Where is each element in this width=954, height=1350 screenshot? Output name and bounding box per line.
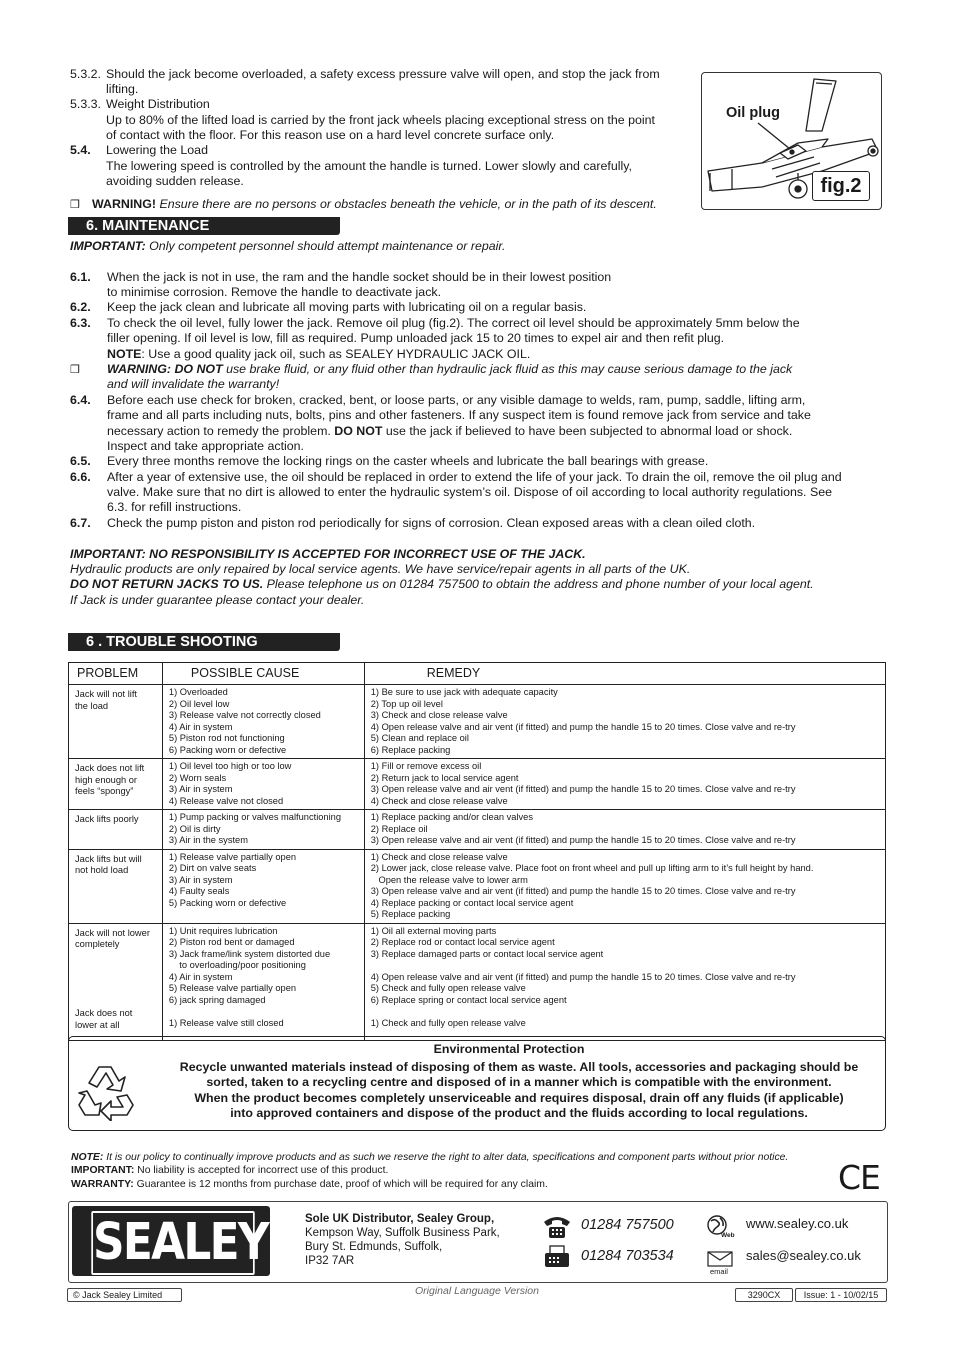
problem-cell [69, 685, 163, 759]
cell-line: 3) Replace damaged parts or contact local service agent [370, 948, 604, 959]
phone-number[interactable]: 01284 757500 [581, 1217, 674, 1233]
cell-line: 2) Replace oil [370, 823, 428, 834]
paragraph-line: Should the jack become overloaded, a safety excess pressure valve will open, and stop the jack from [106, 67, 660, 81]
text-run: Please telephone us on 01284 757500 to obtain the address and phone number of your local agent. [263, 577, 814, 591]
para-num: 5.3.3. [70, 97, 102, 111]
language-note: Original Language Version [415, 1285, 539, 1297]
para-num: 6.1. [70, 270, 91, 284]
paragraph-line [107, 424, 792, 439]
checkbox-bullet-icon: ❒ [70, 364, 80, 376]
email-envelope-icon [707, 1251, 733, 1267]
cell-line: high enough or [75, 774, 138, 785]
web-icon-label: Web [721, 1232, 735, 1239]
cell-line: 1) Oil all external moving parts [370, 925, 497, 936]
telephone-icon [542, 1214, 572, 1240]
email-icon-label: email [710, 1267, 728, 1276]
section-heading-text: 6. MAINTENANCE [86, 218, 210, 234]
cell-line: Open the release valve to lower arm [370, 874, 528, 885]
warning-line: and will invalidate the warranty! [107, 377, 280, 391]
paragraph-line: to minimise corrosion. Remove the handle to deactivate jack. [107, 285, 442, 299]
remedy-cell [364, 849, 885, 923]
environment-line: into approved containers and dispose of the product and the fluids according to local regulations. [230, 1106, 808, 1120]
section-heading-text: 6 . TROUBLE SHOOTING [86, 634, 258, 650]
remedy-cell [364, 810, 885, 850]
para-num: 5.4. [70, 143, 91, 157]
note-text: It is our policy to continually improve products and as such we reserve the right to alter data, specifications and component parts without prior notice. [103, 1152, 789, 1163]
cell-line: 4) Open release valve and air vent (if fitted) and pump the handle 15 to 20 times. Close valve and re-try [370, 971, 796, 982]
fax-icon [542, 1244, 572, 1270]
paragraph-line: Keep the jack clean and lubricate all moving parts with lubricating oil on a regular basis. [107, 300, 587, 314]
cause-cell-text [163, 810, 364, 849]
cell-line: Jack will not lower [75, 927, 150, 938]
cell-line: 4) Air in system [168, 721, 233, 732]
header-text: PROBLEM [77, 666, 139, 680]
paragraph-line: Inspect and take appropriate action. [107, 439, 305, 453]
cell-line: 3) Air in the system [168, 835, 248, 845]
model-number-box: 3290CX [735, 1288, 793, 1302]
fax-number[interactable]: 01284 703534 [581, 1248, 674, 1264]
cell-line: 4) Air in system [168, 971, 233, 982]
cell-line: 3) Release valve not correctly closed [168, 710, 321, 720]
note-line [71, 1151, 788, 1165]
paragraph-title: Lowering the Load [106, 143, 208, 157]
note-text: : Use a good quality jack oil, such as SEALEY HYDRAULIC JACK OIL. [141, 347, 531, 361]
paragraph-line: Every three months remove the locking rings on the caster wheels and lubricate the ball bearings with grease. [107, 454, 709, 468]
important-label: IMPORTANT: [70, 239, 146, 253]
copyright-box: © Jack Sealey Limited [67, 1288, 182, 1302]
cell-line [169, 1006, 358, 1018]
cell-line: Jack lifts but will [75, 853, 142, 864]
cell-line: 2) Piston rod bent or damaged [168, 937, 295, 947]
table-row [69, 849, 886, 923]
environment-line: When the product becomes completely unserviceable and requires disposal, drain off any fluids (if applicable) [194, 1091, 844, 1105]
cell-line: 1) Check and close release valve [370, 851, 508, 862]
para-num: 6.6. [70, 470, 91, 484]
text-run: necessary action to remedy the problem. [107, 424, 335, 438]
cell-line: 1) Replace packing and/or clean valves [370, 812, 533, 822]
text-run: use the jack if believed to have been subjected to abnormal load or shock. [382, 424, 793, 438]
cell-line: 3) Open release valve and air vent (if fitted) and pump the handle 15 to 20 times. Close valve and re-try [370, 784, 796, 794]
warning-text: Ensure there are no persons or obstacles beneath the vehicle, or in the path of its descent. [156, 197, 657, 211]
note-label: NOTE [107, 347, 142, 361]
address-line: IP32 7AR [305, 1255, 355, 1267]
paragraph-line: Up to 80% of the lifted load is carried by the front jack wheels placing exceptional stress on the point [106, 113, 655, 127]
cell-line: 3) Air in system [168, 874, 233, 885]
table-header-row [69, 663, 886, 685]
responsibility-line: IMPORTANT: NO RESPONSIBILITY IS ACCEPTED FOR INCORRECT USE OF THE JACK. [70, 547, 586, 561]
para-num: 6.4. [70, 393, 91, 407]
important-line [71, 1164, 388, 1178]
cell-line: 5) Release valve partially open [168, 983, 297, 993]
important-text: No liability is accepted for incorrect use of this product. [134, 1165, 389, 1176]
problem-cell [69, 923, 163, 1040]
cell-line: 3) Open release valve and air vent (if fitted) and pump the handle 15 to 20 times. Close valve and re-try [370, 835, 796, 845]
problem-cell-text [69, 850, 162, 879]
distributor-footer [68, 1201, 888, 1283]
table-row [69, 759, 886, 810]
warning-line [107, 362, 792, 377]
paragraph-line: lifting. [106, 82, 139, 96]
problem-cell-text [69, 924, 162, 1034]
note-line [107, 347, 530, 362]
cell-line: Jack will not lift [75, 689, 137, 699]
environment-line: sorted, taken to a recycling centre and disposed of in a manner which is compatible with the environment. [206, 1075, 832, 1089]
warning-label: WARNING! [92, 197, 157, 211]
cause-cell [162, 759, 364, 810]
cell-line: 1) Unit requires lubrication [168, 925, 278, 936]
cell-line: 1) Pump packing or valves malfunctioning [168, 812, 342, 822]
remedy-cell-text [365, 685, 885, 758]
header-text: REMEDY [426, 666, 481, 680]
cell-line: 4) Check and close release valve [370, 795, 508, 806]
cell-line: 1) Oil level too high or too low [168, 761, 292, 771]
remedy-cell-text [365, 924, 885, 1032]
cell-line: Jack does not lift [75, 763, 145, 773]
cause-cell-text [163, 759, 364, 809]
warning-text: use brake fluid, or any fluid other than hydraulic jack fluid as this may cause serious damage to the jack [222, 362, 793, 376]
warranty-text: Guarantee is 12 months from purchase date, proof of which will be required for any claim. [133, 1179, 548, 1190]
problem-cell-text [69, 810, 162, 828]
responsibility-line [70, 577, 814, 592]
para-num: 6.5. [70, 454, 91, 468]
ce-mark: CE [838, 1158, 880, 1197]
cell-line: 1) Overloaded [168, 687, 228, 697]
address-line: Bury St. Edmunds, Suffolk, [305, 1241, 443, 1253]
remedy-cell-text [365, 850, 885, 923]
cell-line [371, 1006, 879, 1018]
paragraph-line: frame and all parts including nuts, bolts, pins and other fasteners. If any suspect item is found remove jack from service and take [107, 408, 811, 422]
cell-line: 2) Lower jack, close release valve. Place foot on front wheel and pull up lifting arm to it’s full height by hand. [370, 863, 814, 873]
cell-line: 3) Jack frame/link system distorted due [168, 948, 331, 959]
trouble-shooting-table [68, 662, 886, 1041]
remedy-cell [364, 759, 885, 810]
cause-cell [162, 923, 364, 1040]
cell-line: to overloading/poor positioning [168, 960, 306, 970]
environmental-protection-box [68, 1036, 886, 1131]
cell-line: Jack does not [75, 1008, 133, 1018]
cell-line: 6) Replace packing [370, 744, 451, 755]
paragraph-line: filler opening. If oil level is low, fill as required. Pump unloaded jack 15 to 20 times to expel air and then refit plug. [107, 331, 725, 345]
email-link[interactable]: sales@sealey.co.uk [746, 1248, 861, 1263]
remedy-cell [364, 685, 885, 759]
problem-cell-text [69, 685, 162, 714]
table-row [69, 810, 886, 850]
remedy-cell-text [365, 759, 885, 809]
cell-line [75, 997, 156, 1009]
para-num: 6.7. [70, 516, 91, 530]
sealey-logo [72, 1206, 270, 1276]
cell-line: 4) Replace packing or contact local service agent [370, 897, 574, 908]
cell-line: 3) Check and close release valve [370, 710, 508, 720]
cell-line [75, 951, 156, 963]
fig-tag: fig.2 [812, 171, 870, 201]
cell-line: 1) Fill or remove excess oil [370, 761, 482, 771]
cell-line: 5) Clean and replace oil [370, 733, 469, 743]
warranty-line [71, 1178, 548, 1192]
header-text: POSSIBLE CAUSE [190, 666, 300, 680]
col-header-cause [162, 663, 364, 685]
paragraph-line: When the jack is not in use, the ram and the handle socket should be in their lowest position [107, 270, 612, 284]
responsibility-line: If Jack is under guarantee please contact your dealer. [70, 593, 365, 607]
cause-cell [162, 685, 364, 759]
cell-line: 4) Faulty seals [168, 886, 230, 896]
cell-line: 2) Return jack to local service agent [370, 772, 519, 783]
cell-line: feels “spongy” [75, 786, 134, 796]
cell-line: Jack lifts poorly [75, 814, 139, 824]
cell-line: 6) Replace spring or contact local service agent [370, 994, 567, 1005]
cell-line: 3) Open release valve and air vent (if fitted) and pump the handle 15 to 20 times. Close valve and re-try [370, 886, 796, 896]
remedy-cell [364, 923, 885, 1040]
paragraph-line: avoiding sudden release. [106, 174, 244, 188]
important-label: IMPORTANT: [71, 1165, 135, 1176]
table-row [69, 685, 886, 759]
col-header-remedy [364, 663, 885, 685]
paragraph-line: The lowering speed is controlled by the amount the handle is turned. Lower slowly and carefully, [106, 159, 632, 173]
oil-plug-label: Oil plug [726, 105, 780, 121]
cell-line: not hold load [75, 865, 129, 875]
cell-line: 5) Packing worn or defective [168, 897, 287, 908]
paragraph-line: Check the pump piston and piston rod periodically for signs of corrosion. Clean exposed areas with a clean oiled cloth. [107, 516, 756, 530]
logo-text: SEALEY [91, 1211, 254, 1275]
problem-cell [69, 849, 163, 923]
cell-line: completely [75, 939, 120, 949]
cell-line: 1) Release valve partially open [168, 851, 297, 862]
cell-line [75, 974, 156, 986]
cell-line: 1) Be sure to use jack with adequate capacity [370, 687, 558, 697]
cell-line: lower at all [75, 1019, 120, 1030]
important-line [70, 239, 505, 254]
figure-2-box [701, 72, 882, 210]
cell-line: 1) Check and fully open release valve [370, 1017, 526, 1028]
problem-cell-text [69, 759, 162, 800]
paragraph-line: valve. Make sure that no dirt is allowed to enter the hydraulic system’s oil. Dispose of oil according to local authority regulations. See [107, 485, 832, 499]
cell-line: 6) Packing worn or defective [168, 744, 287, 755]
para-num: 5.3.2. [70, 67, 102, 81]
cell-line [75, 985, 156, 997]
cause-cell-text [163, 685, 364, 758]
address-line: Kempson Way, Suffolk Business Park, [305, 1227, 500, 1239]
cell-line: 2) Worn seals [168, 772, 227, 783]
section-heading-maintenance [68, 217, 340, 235]
remedy-cell-text [365, 810, 885, 849]
cell-line: 2) Top up oil level [370, 698, 443, 709]
cause-cell [162, 849, 364, 923]
warranty-label: WARRANTY: [71, 1179, 134, 1190]
note-label: NOTE: [71, 1152, 104, 1163]
problem-cell [69, 810, 163, 850]
cell-line [75, 962, 156, 974]
text-run-bold: DO NOT RETURN JACKS TO US. [70, 577, 264, 591]
cell-line: 6) jack spring damaged [168, 994, 266, 1005]
checkbox-bullet-icon: ❒ [70, 199, 80, 211]
important-text: Only competent personnel should attempt maintenance or repair. [145, 239, 506, 253]
warning-label: WARNING: DO NOT [107, 362, 223, 376]
paragraph-line: After a year of extensive use, the oil should be replaced in order to extend the life of your jack. To drain the oil, remove the oil plug and [107, 470, 842, 484]
website-link[interactable]: www.sealey.co.uk [746, 1216, 849, 1231]
table-row [69, 923, 886, 1040]
problem-cell [69, 759, 163, 810]
cell-line: 2) Oil level low [168, 698, 230, 709]
cause-cell-text [163, 850, 364, 912]
cell-line [371, 960, 879, 972]
cell-line: 5) Check and fully open release valve [370, 983, 526, 993]
cell-line: 2) Replace rod or contact local service agent [370, 937, 555, 947]
paragraph-line: 6.3. for refill instructions. [107, 500, 242, 514]
cause-cell [162, 810, 364, 850]
para-num: 6.3. [70, 316, 91, 330]
col-header-problem [69, 663, 163, 685]
paragraph-line: To check the oil level, fully lower the jack. Remove oil plug (fig.2). The correct oil level should be approximately 5mm below the [107, 316, 800, 330]
environment-title: Environmental Protection [433, 1042, 585, 1056]
text-run-bold: DO NOT [334, 424, 383, 438]
warning-line [92, 197, 657, 212]
cell-line: 4) Release valve not closed [168, 795, 284, 806]
paragraph-title: Weight Distribution [106, 97, 210, 111]
cell-line: 2) Oil is dirty [168, 823, 221, 834]
cause-cell-text [163, 924, 364, 1032]
section-heading-trouble-shooting [68, 633, 340, 651]
cell-line: 5) Piston rod not functioning [168, 733, 285, 743]
para-num: 6.2. [70, 300, 91, 314]
environment-line: Recycle unwanted materials instead of disposing of them as waste. All tools, accessories and packaging should be [179, 1060, 859, 1074]
paragraph-line: of contact with the floor. For this reason use on a hard level concrete surface only. [106, 128, 555, 142]
cell-line: 2) Dirt on valve seats [168, 863, 257, 873]
responsibility-line: Hydraulic products are only repaired by local service agents. We have service/repair agents in all parts of the UK. [70, 562, 691, 576]
cell-line: 5) Replace packing [370, 909, 451, 919]
cell-line: 1) Release valve still closed [168, 1017, 284, 1028]
distributor-title: Sole UK Distributor, Sealey Group, [305, 1213, 495, 1225]
issue-box: Issue: 1 - 10/02/15 [795, 1288, 887, 1302]
paragraph-line: Before each use check for broken, cracked, bent, or loose parts, or any visible damage to welds, ram, pump, saddle, lifting arm, [107, 393, 806, 407]
cell-line: 3) Air in system [168, 784, 233, 794]
cell-line: the load [75, 700, 109, 711]
cell-line: 4) Open release valve and air vent (if fitted) and pump the handle 15 to 20 times. Close valve and re-try [370, 721, 796, 732]
